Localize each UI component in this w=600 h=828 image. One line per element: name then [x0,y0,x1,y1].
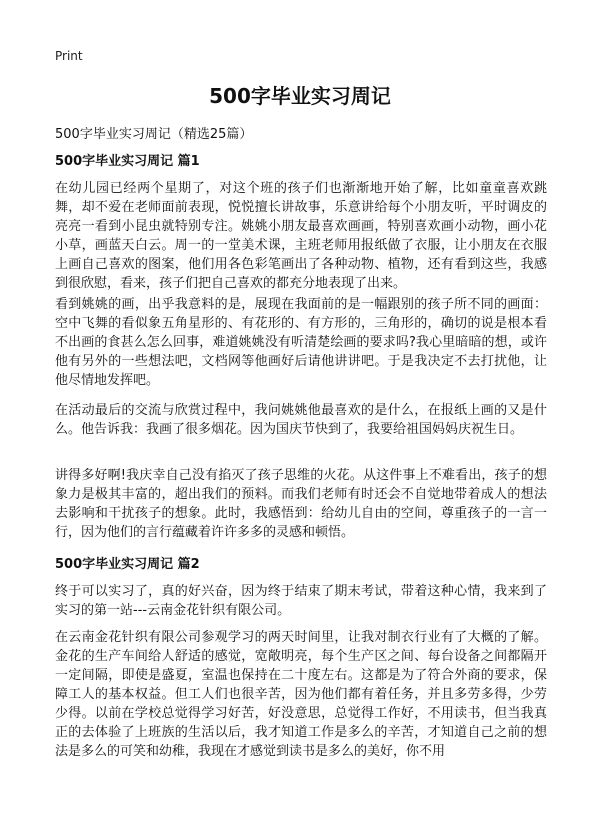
section-heading: 500字毕业实习周记 篇2 [55,557,200,572]
paragraph: 讲得多好啊!我庆幸自己没有掐灭了孩子思维的火花。从这件事上不难看出，孩子的想象力是极其丰富的，超出我们的预料。而我们老师有时还会不自觉地带着成人的想法去影响和干扰孩子的想象。此时，我感悟到：给幼儿自由的空间，尊重孩子的一言一行，因为他们的言行蕴藏着许许多多的灵感和顿悟。 [55,468,547,540]
section-heading: 500字毕业实习周记 篇1 [55,154,200,169]
paragraph: 在活动最后的交流与欣赏过程中，我问姚姚他最喜欢的是什么，在报纸上画的又是什么。他告诉我：我画了很多烟花。因为国庆节快到了，我要给祖国妈妈庆祝生日。 [55,403,547,437]
page-title: 500字毕业实习周记 [209,84,391,108]
paragraph: 在云南金花针织有限公司参观学习的两天时间里，让我对制衣行业有了大概的了解。金花的生产车间给人舒适的感觉，宽敞明亮，每个生产区之间、每台设备之间都隔开一定间隔，即使是盛夏，室温也保持在二十度左右。这都是为了符合外商的要求，保障工人的基本权益。但工人们也很辛苦，因为他们都有着任务，并且多劳多得，少劳少得。以前在学校总觉得学习好苦，好没意思，总觉得工作好，不用读书，但当我真正的去体验了上班族的生活以后，我才知道工作是多么的辛苦，才知道自己之前的想法是多么的可笑和幼稚，我现在才感觉到读书是多么的美好，你不用 [55,630,547,759]
subtitle: 500字毕业实习周记（精选25篇） [55,127,253,142]
print-link[interactable]: Print [55,49,83,63]
paragraph: 看到姚姚的画，出乎我意料的是，展现在我面前的是一幅跟别的孩子所不同的画面：空中飞舞的看似象五角星形的、有花形的、有方形的，三角形的，确切的说是根本看不出画的食甚么怎么回事，难道姚姚没有听清楚绘画的要求吗?我心里暗暗的想，或许他有另外的一些想法吧，文档网等他画好后请他讲讲吧。于是我决定不去打扰他，让他尽情地发挥吧。 [55,297,547,388]
paragraph: 终于可以实习了，真的好兴奋，因为终于结束了期末考试，带着这种心情，我来到了实习的第一站---云南金花针织有限公司。 [55,584,547,618]
paragraph: 在幼儿园已经两个星期了，对这个班的孩子们也渐渐地开始了解，比如童童喜欢跳舞，却不爱在老师面前表现，悦悦擅长讲故事，乐意讲给每个小朋友听，平时调皮的亮亮一看到小昆虫就特别专注。姚姚小朋友最喜欢画画，特别喜欢画小动物，画小花小草，画蓝天白云。周一的一堂美术课，主班老师用报纸做了衣服，让小朋友在衣服上画自己喜欢的图案，他们用各色彩笔画出了各种动物、植物，还有看到这些，我感到很欣慰，看来，孩子们把自己喜欢的都充分地表现了出来。 [55,181,547,291]
